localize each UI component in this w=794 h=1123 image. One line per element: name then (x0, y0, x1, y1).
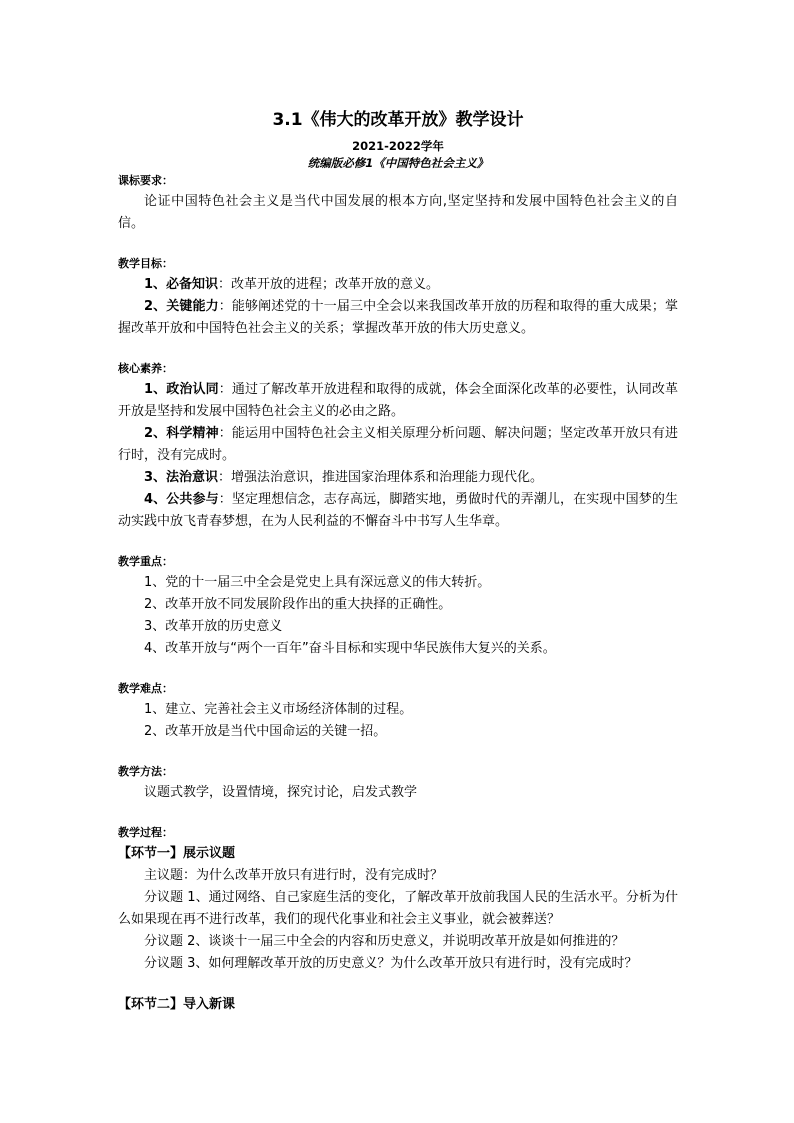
objective-item (118, 296, 678, 340)
objectives-heading: 教学目标： (118, 257, 173, 270)
curriculum-text: 论证中国特色社会主义是当代中国发展的根本方向,坚定坚持和发展中国特色社会主义的自信。 (118, 194, 678, 231)
key-point-item: 4、改革开放与“两个一百年”奋斗目标和实现中华民族伟大复兴的关系。 (144, 641, 556, 656)
literacy-heading: 核心素养： (118, 362, 173, 375)
difficulties-heading: 教学难点： (118, 682, 173, 695)
key-points-heading: 教学重点： (118, 555, 173, 568)
literacy-label: 3、法治意识 (144, 470, 219, 485)
spacer (118, 340, 678, 359)
objective-text: ：改革开放的进程；改革开放的意义。 (218, 277, 440, 292)
topic-item: 分议题 2、谈谈十一届三中全会的内容和历史意义，并说明改革开放是如何推进的？ (144, 934, 625, 949)
literacy-label: 2、科学精神 (144, 426, 219, 441)
spacer (118, 235, 678, 254)
objective-text: ：能够阐述党的十一届三中全会以来我国改革开放的历程和取得的重大成果；掌握改革开放和中国特色社会主义的关系；掌握改革开放的伟大历史意义。 (118, 299, 678, 336)
methods-text: 议题式教学，设置情境，探究讨论，启发式教学 (144, 785, 418, 800)
spacer (118, 660, 678, 679)
methods-heading: 教学方法： (118, 765, 173, 778)
topic-item: 主议题：为什么改革开放只有进行时，没有完成时？ (144, 868, 444, 883)
literacy-item (118, 423, 678, 467)
topic-item: 分议题 1、通过网络、自己家庭生活的变化，了解改革开放前我国人民的生活水平。分析为什么如果现在再不进行改革，我们的现代化事业和社会主义事业，就会被葬送？ (118, 890, 678, 927)
document-content (118, 108, 678, 1016)
spacer (118, 975, 678, 994)
spacer (118, 533, 678, 552)
process-link-1: 【环节一】展示议题 (118, 846, 236, 861)
doc-edition: 统编版必修1《中国特色社会主义》 (307, 156, 489, 170)
difficulty-item: 2、改革开放是当代中国命运的关键一招。 (144, 724, 387, 739)
literacy-item (118, 379, 678, 423)
literacy-text: ：通过了解改革开放进程和取得的成就，体会全面深化改革的必要性，认同改革开放是坚持和发展中国特色社会主义的必由之路。 (118, 382, 678, 419)
literacy-label: 1、政治认同 (144, 382, 219, 397)
objective-item (118, 274, 678, 296)
doc-year: 2021-2022学年 (352, 139, 444, 153)
literacy-label: 4、公共参与 (144, 492, 219, 507)
spacer (118, 804, 678, 823)
process-heading: 教学过程： (118, 826, 173, 839)
key-point-item: 3、改革开放的历史意义 (144, 619, 283, 634)
literacy-text: ：能运用中国特色社会主义相关原理分析问题、解决问题；坚定改革开放只有进行时，没有完成时。 (118, 426, 678, 463)
doc-title: 3.1《伟大的改革开放》教学设计 (272, 110, 524, 130)
objective-label: 1、必备知识 (144, 277, 219, 292)
curriculum-heading: 课标要求： (118, 174, 173, 187)
spacer (118, 743, 678, 762)
literacy-text: ：增强法治意识，推进国家治理体系和治理能力现代化。 (218, 470, 544, 485)
literacy-text: ：坚定理想信念，志存高远，脚踏实地，勇做时代的弄潮儿，在实现中国梦的生动实践中放飞青春梦想，在为人民利益的不懈奋斗中书写人生华章。 (118, 492, 678, 529)
key-point-item: 1、党的十一届三中全会是党史上具有深远意义的伟大转折。 (144, 575, 491, 590)
process-link-2: 【环节二】导入新课 (118, 997, 236, 1012)
literacy-item (118, 467, 678, 489)
topic-item: 分议题 3、如何理解改革开放的历史意义？为什么改革开放只有进行时，没有完成时？ (144, 956, 638, 971)
objective-label: 2、关键能力 (144, 299, 219, 314)
key-point-item: 2、改革开放不同发展阶段作出的重大抉择的正确性。 (144, 597, 452, 612)
difficulty-item: 1、建立、完善社会主义市场经济体制的过程。 (144, 702, 413, 717)
literacy-item (118, 489, 678, 533)
